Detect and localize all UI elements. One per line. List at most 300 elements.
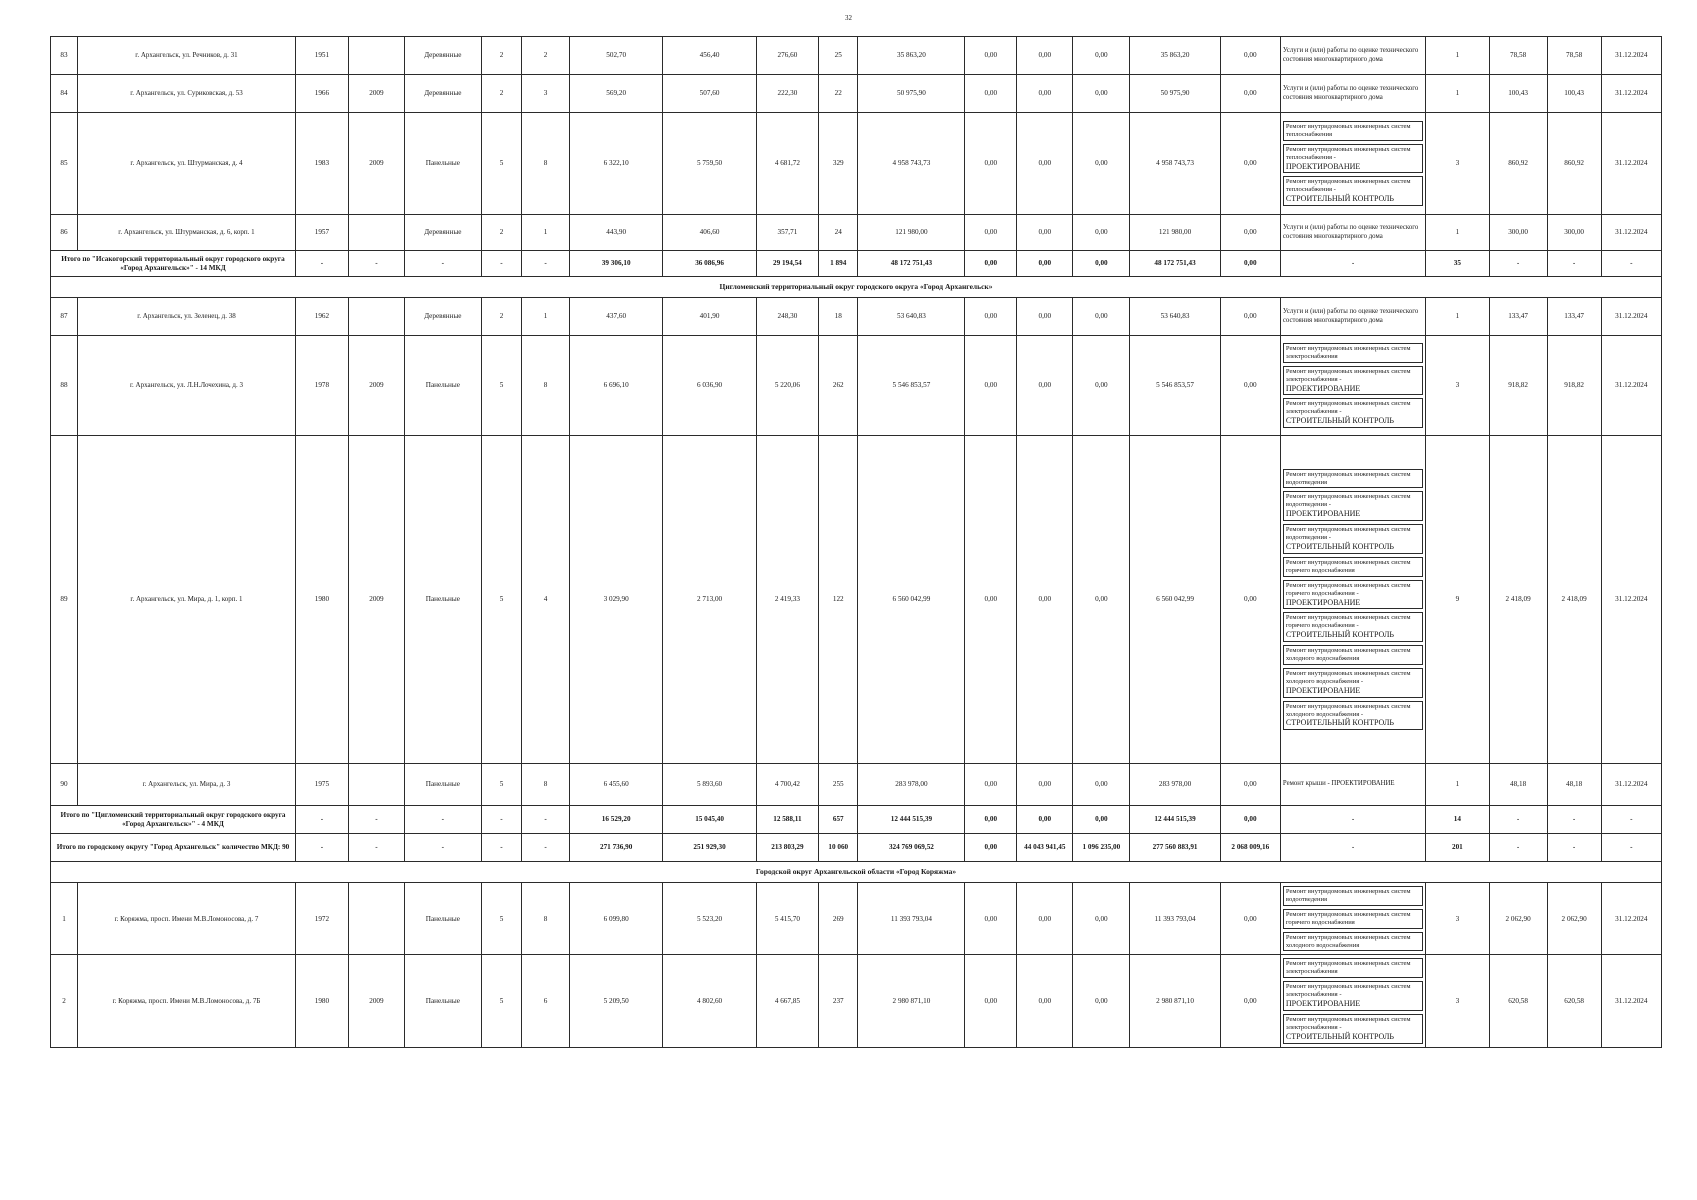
area-residential-cell: 5 220,06 bbox=[756, 336, 818, 436]
area-total-cell: 6 455,60 bbox=[569, 764, 662, 806]
unit-cost-cell: 300,00 bbox=[1489, 215, 1547, 251]
local-budget-cell: 0,00 bbox=[1073, 436, 1130, 764]
works-cell bbox=[1280, 883, 1425, 955]
address-cell: г. Архангельск, ул. Штурманская, д. 4 bbox=[77, 113, 295, 215]
works-cell bbox=[1280, 215, 1425, 251]
works-count-cell: 1 bbox=[1426, 75, 1489, 113]
other-funds-cell: 0,00 bbox=[1220, 436, 1280, 764]
area-residential-cell: 357,71 bbox=[756, 215, 818, 251]
total-cost-total-cell: 324 769 069,52 bbox=[858, 834, 965, 862]
cost-total-cell: 283 978,00 bbox=[858, 764, 965, 806]
total-residents-cell: 1 894 bbox=[819, 251, 858, 277]
total-f-owners-cell: 12 444 515,39 bbox=[1130, 806, 1220, 834]
other-funds-cell: 0,00 bbox=[1220, 336, 1280, 436]
year-built-cell: 1983 bbox=[295, 113, 348, 215]
owners-funds-cell: 121 980,00 bbox=[1130, 215, 1220, 251]
local-budget-cell: 0,00 bbox=[1073, 764, 1130, 806]
fund-cell: 0,00 bbox=[965, 75, 1017, 113]
local-budget-cell: 0,00 bbox=[1073, 955, 1130, 1047]
floors-cell: 2 bbox=[481, 75, 521, 113]
work-item: Ремонт внутридомовых инженерных систем электроснабжения - ПРОЕКТИРОВАНИЕ bbox=[1283, 366, 1423, 396]
table-row bbox=[51, 764, 1662, 806]
local-budget-cell: 0,00 bbox=[1073, 113, 1130, 215]
table-row bbox=[51, 37, 1662, 75]
area-total-cell: 443,90 bbox=[569, 215, 662, 251]
unit-cost-cell: 620,58 bbox=[1489, 955, 1547, 1047]
work-item: Ремонт внутридомовых инженерных систем теплоснабжения bbox=[1283, 121, 1423, 141]
total-f-fund-cell: 0,00 bbox=[965, 834, 1017, 862]
year-cap-cell: 2009 bbox=[348, 75, 404, 113]
region-budget-cell: 0,00 bbox=[1017, 955, 1073, 1047]
work-item: Услуги и (или) работы по оценке технического состояния многоквартирного дома bbox=[1282, 47, 1419, 63]
dash-cell: - bbox=[1547, 806, 1601, 834]
max-cost-cell: 620,58 bbox=[1547, 955, 1601, 1047]
residents-cell: 25 bbox=[819, 37, 858, 75]
dash-cell: - bbox=[1489, 251, 1547, 277]
deadline-cell: 31.12.2024 bbox=[1601, 436, 1661, 764]
address-cell: г. Архангельск, ул. Речников, д. 31 bbox=[77, 37, 295, 75]
work-item: Ремонт внутридомовых инженерных систем горячего водоснабжения - СТРОИТЕЛЬНЫЙ КОНТРОЛЬ bbox=[1283, 612, 1423, 642]
cost-total-cell: 6 560 042,99 bbox=[858, 436, 965, 764]
area-premises-cell: 5 759,50 bbox=[663, 113, 756, 215]
year-cap-cell: 2009 bbox=[348, 955, 404, 1047]
area-total-cell: 6 099,80 bbox=[569, 883, 662, 955]
floors-cell: 2 bbox=[481, 298, 521, 336]
floors-cell: 5 bbox=[481, 764, 521, 806]
total-row bbox=[51, 251, 1662, 277]
total-area-resid-cell: 29 194,54 bbox=[756, 251, 818, 277]
work-item: Ремонт внутридомовых инженерных систем водоотведения bbox=[1283, 886, 1423, 906]
residents-cell: 237 bbox=[819, 955, 858, 1047]
row-number-cell: 89 bbox=[51, 436, 78, 764]
area-total-cell: 6 322,10 bbox=[569, 113, 662, 215]
dash-cell: - bbox=[1280, 806, 1425, 834]
table-row bbox=[51, 883, 1662, 955]
fund-cell: 0,00 bbox=[965, 336, 1017, 436]
row-number-cell: 83 bbox=[51, 37, 78, 75]
year-cap-cell: 2009 bbox=[348, 336, 404, 436]
fund-cell: 0,00 bbox=[965, 298, 1017, 336]
total-label: Итого по "Исакогорский территориальный округ городского округа «Город Архангельск»" - 14 МКД bbox=[51, 251, 296, 277]
dash-cell: - bbox=[295, 251, 348, 277]
table-row bbox=[51, 955, 1662, 1047]
total-area-res-cell: 15 045,40 bbox=[663, 806, 756, 834]
year-built-cell: 1966 bbox=[295, 75, 348, 113]
floors-cell: 5 bbox=[481, 883, 521, 955]
residents-cell: 262 bbox=[819, 336, 858, 436]
unit-cost-cell: 860,92 bbox=[1489, 113, 1547, 215]
owners-funds-cell: 6 560 042,99 bbox=[1130, 436, 1220, 764]
residents-cell: 329 bbox=[819, 113, 858, 215]
cost-total-cell: 11 393 793,04 bbox=[858, 883, 965, 955]
deadline-cell: 31.12.2024 bbox=[1601, 215, 1661, 251]
row-number-cell: 88 bbox=[51, 336, 78, 436]
deadline-cell: 31.12.2024 bbox=[1601, 955, 1661, 1047]
fund-cell: 0,00 bbox=[965, 215, 1017, 251]
region-budget-cell: 0,00 bbox=[1017, 215, 1073, 251]
year-cap-cell: 2009 bbox=[348, 113, 404, 215]
entrances-cell: 2 bbox=[522, 37, 570, 75]
total-f-region-cell: 0,00 bbox=[1017, 806, 1073, 834]
works-count-cell: 1 bbox=[1426, 215, 1489, 251]
total-f-fund-cell: 0,00 bbox=[965, 806, 1017, 834]
max-cost-cell: 300,00 bbox=[1547, 215, 1601, 251]
fund-cell: 0,00 bbox=[965, 955, 1017, 1047]
row-number-cell: 2 bbox=[51, 955, 78, 1047]
deadline-cell: 31.12.2024 bbox=[1601, 75, 1661, 113]
total-area-resid-cell: 12 588,11 bbox=[756, 806, 818, 834]
area-residential-cell: 2 419,33 bbox=[756, 436, 818, 764]
wall-material-cell: Деревянные bbox=[404, 215, 481, 251]
section-title: Цигломенский территориальный округ городского округа «Город Архангельск» bbox=[51, 277, 1662, 298]
local-budget-cell: 0,00 bbox=[1073, 883, 1130, 955]
section-header-row bbox=[51, 862, 1662, 883]
total-area-total-cell: 39 306,10 bbox=[569, 251, 662, 277]
wall-material-cell: Деревянные bbox=[404, 75, 481, 113]
table-row bbox=[51, 113, 1662, 215]
area-residential-cell: 248,30 bbox=[756, 298, 818, 336]
residents-cell: 255 bbox=[819, 764, 858, 806]
works-count-cell: 3 bbox=[1426, 955, 1489, 1047]
local-budget-cell: 0,00 bbox=[1073, 298, 1130, 336]
owners-funds-cell: 53 640,83 bbox=[1130, 298, 1220, 336]
row-number-cell: 84 bbox=[51, 75, 78, 113]
unit-cost-cell: 2 062,90 bbox=[1489, 883, 1547, 955]
year-built-cell: 1980 bbox=[295, 955, 348, 1047]
dash-cell: - bbox=[1489, 834, 1547, 862]
max-cost-cell: 860,92 bbox=[1547, 113, 1601, 215]
total-f-local-cell: 0,00 bbox=[1073, 251, 1130, 277]
total-f-region-cell: 0,00 bbox=[1017, 251, 1073, 277]
year-cap-cell bbox=[348, 37, 404, 75]
cost-total-cell: 121 980,00 bbox=[858, 215, 965, 251]
area-residential-cell: 276,60 bbox=[756, 37, 818, 75]
works-cell bbox=[1280, 436, 1425, 764]
entrances-cell: 6 bbox=[522, 955, 570, 1047]
cost-total-cell: 35 863,20 bbox=[858, 37, 965, 75]
unit-cost-cell: 133,47 bbox=[1489, 298, 1547, 336]
works-cell bbox=[1280, 113, 1425, 215]
deadline-cell: 31.12.2024 bbox=[1601, 37, 1661, 75]
row-number-cell: 90 bbox=[51, 764, 78, 806]
area-residential-cell: 4 667,85 bbox=[756, 955, 818, 1047]
area-premises-cell: 406,60 bbox=[663, 215, 756, 251]
fund-cell: 0,00 bbox=[965, 113, 1017, 215]
year-cap-cell bbox=[348, 764, 404, 806]
work-item: Услуги и (или) работы по оценке технического состояния многоквартирного дома bbox=[1282, 85, 1419, 101]
total-f-owners-cell: 48 172 751,43 bbox=[1130, 251, 1220, 277]
other-funds-cell: 0,00 bbox=[1220, 75, 1280, 113]
unit-cost-cell: 48,18 bbox=[1489, 764, 1547, 806]
unit-cost-cell: 78,58 bbox=[1489, 37, 1547, 75]
area-premises-cell: 2 713,00 bbox=[663, 436, 756, 764]
works-count-cell: 3 bbox=[1426, 113, 1489, 215]
entrances-cell: 8 bbox=[522, 336, 570, 436]
total-row bbox=[51, 834, 1662, 862]
address-cell: г. Коряжма, просп. Имени М.В.Ломоносова, д. 7 bbox=[77, 883, 295, 955]
area-residential-cell: 4 681,72 bbox=[756, 113, 818, 215]
dash-cell: - bbox=[1601, 251, 1661, 277]
deadline-cell: 31.12.2024 bbox=[1601, 298, 1661, 336]
year-built-cell: 1957 bbox=[295, 215, 348, 251]
area-premises-cell: 5 523,20 bbox=[663, 883, 756, 955]
work-item: Ремонт внутридомовых инженерных систем горячего водоснабжения bbox=[1283, 557, 1423, 577]
works-cell bbox=[1280, 764, 1425, 806]
dash-cell: - bbox=[522, 834, 570, 862]
total-f-fund-cell: 0,00 bbox=[965, 251, 1017, 277]
work-item: Ремонт крыши - ПРОЕКТИРОВАНИЕ bbox=[1282, 780, 1395, 788]
works-count-cell: 3 bbox=[1426, 336, 1489, 436]
total-f-owners-cell: 277 560 883,91 bbox=[1130, 834, 1220, 862]
entrances-cell: 1 bbox=[522, 215, 570, 251]
table-row bbox=[51, 436, 1662, 764]
area-residential-cell: 222,30 bbox=[756, 75, 818, 113]
dash-cell: - bbox=[1489, 806, 1547, 834]
max-cost-cell: 100,43 bbox=[1547, 75, 1601, 113]
total-residents-cell: 10 060 bbox=[819, 834, 858, 862]
cost-total-cell: 50 975,90 bbox=[858, 75, 965, 113]
owners-funds-cell: 5 546 853,57 bbox=[1130, 336, 1220, 436]
region-budget-cell: 0,00 bbox=[1017, 298, 1073, 336]
capital-repair-table bbox=[50, 36, 1662, 1048]
floors-cell: 2 bbox=[481, 215, 521, 251]
dash-cell: - bbox=[1547, 251, 1601, 277]
floors-cell: 5 bbox=[481, 113, 521, 215]
works-count-cell: 9 bbox=[1426, 436, 1489, 764]
owners-funds-cell: 50 975,90 bbox=[1130, 75, 1220, 113]
max-cost-cell: 133,47 bbox=[1547, 298, 1601, 336]
area-premises-cell: 5 893,60 bbox=[663, 764, 756, 806]
area-premises-cell: 456,40 bbox=[663, 37, 756, 75]
deadline-cell: 31.12.2024 bbox=[1601, 336, 1661, 436]
dash-cell: - bbox=[404, 834, 481, 862]
work-item: Услуги и (или) работы по оценке технического состояния многоквартирного дома bbox=[1282, 224, 1419, 240]
row-number-cell: 1 bbox=[51, 883, 78, 955]
year-built-cell: 1975 bbox=[295, 764, 348, 806]
area-total-cell: 502,70 bbox=[569, 37, 662, 75]
dash-cell: - bbox=[522, 251, 570, 277]
works-count-cell: 1 bbox=[1426, 298, 1489, 336]
deadline-cell: 31.12.2024 bbox=[1601, 883, 1661, 955]
work-item: Ремонт внутридомовых инженерных систем горячего водоснабжения bbox=[1283, 909, 1423, 929]
dash-cell: - bbox=[1601, 806, 1661, 834]
work-item: Ремонт внутридомовых инженерных систем электроснабжения - СТРОИТЕЛЬНЫЙ КОНТРОЛЬ bbox=[1283, 1014, 1423, 1044]
work-item: Ремонт внутридомовых инженерных систем холодного водоснабжения bbox=[1283, 932, 1423, 952]
work-item: Ремонт внутридомовых инженерных систем горячего водоснабжения - ПРОЕКТИРОВАНИЕ bbox=[1283, 580, 1423, 610]
total-area-resid-cell: 213 803,29 bbox=[756, 834, 818, 862]
dash-cell: - bbox=[1601, 834, 1661, 862]
work-item: Ремонт внутридомовых инженерных систем водоотведения - СТРОИТЕЛЬНЫЙ КОНТРОЛЬ bbox=[1283, 524, 1423, 554]
other-funds-cell: 0,00 bbox=[1220, 215, 1280, 251]
other-funds-cell: 0,00 bbox=[1220, 764, 1280, 806]
total-f-other-cell: 0,00 bbox=[1220, 251, 1280, 277]
area-residential-cell: 5 415,70 bbox=[756, 883, 818, 955]
entrances-cell: 8 bbox=[522, 883, 570, 955]
total-residents-cell: 657 bbox=[819, 806, 858, 834]
dash-cell: - bbox=[481, 251, 521, 277]
works-cell bbox=[1280, 37, 1425, 75]
cost-total-cell: 4 958 743,73 bbox=[858, 113, 965, 215]
total-area-res-cell: 251 929,30 bbox=[663, 834, 756, 862]
work-item: Ремонт внутридомовых инженерных систем теплоснабжения - СТРОИТЕЛЬНЫЙ КОНТРОЛЬ bbox=[1283, 176, 1423, 206]
dash-cell: - bbox=[295, 834, 348, 862]
deadline-cell: 31.12.2024 bbox=[1601, 764, 1661, 806]
year-built-cell: 1951 bbox=[295, 37, 348, 75]
work-item: Ремонт внутридомовых инженерных систем холодного водоснабжения bbox=[1283, 645, 1423, 665]
table-row bbox=[51, 75, 1662, 113]
entrances-cell: 8 bbox=[522, 113, 570, 215]
floors-cell: 5 bbox=[481, 336, 521, 436]
work-item: Ремонт внутридомовых инженерных систем теплоснабжения - ПРОЕКТИРОВАНИЕ bbox=[1283, 144, 1423, 174]
total-cost-total-cell: 48 172 751,43 bbox=[858, 251, 965, 277]
dash-cell: - bbox=[348, 806, 404, 834]
work-item: Ремонт внутридомовых инженерных систем холодного водоснабжения - СТРОИТЕЛЬНЫЙ КОНТРОЛЬ bbox=[1283, 701, 1423, 731]
row-number-cell: 87 bbox=[51, 298, 78, 336]
max-cost-cell: 48,18 bbox=[1547, 764, 1601, 806]
address-cell: г. Архангельск, ул. Суриковская, д. 53 bbox=[77, 75, 295, 113]
dash-cell: - bbox=[295, 806, 348, 834]
local-budget-cell: 0,00 bbox=[1073, 215, 1130, 251]
local-budget-cell: 0,00 bbox=[1073, 75, 1130, 113]
year-built-cell: 1972 bbox=[295, 883, 348, 955]
work-item: Ремонт внутридомовых инженерных систем водоотведения bbox=[1283, 469, 1423, 489]
entrances-cell: 3 bbox=[522, 75, 570, 113]
dash-cell: - bbox=[481, 806, 521, 834]
owners-funds-cell: 11 393 793,04 bbox=[1130, 883, 1220, 955]
works-count-cell: 1 bbox=[1426, 764, 1489, 806]
entrances-cell: 1 bbox=[522, 298, 570, 336]
fund-cell: 0,00 bbox=[965, 37, 1017, 75]
works-cell bbox=[1280, 75, 1425, 113]
total-area-total-cell: 271 736,90 bbox=[569, 834, 662, 862]
unit-cost-cell: 100,43 bbox=[1489, 75, 1547, 113]
owners-funds-cell: 2 980 871,10 bbox=[1130, 955, 1220, 1047]
max-cost-cell: 2 418,09 bbox=[1547, 436, 1601, 764]
residents-cell: 24 bbox=[819, 215, 858, 251]
wall-material-cell: Панельные bbox=[404, 113, 481, 215]
page-number: 32 bbox=[845, 14, 852, 22]
floors-cell: 2 bbox=[481, 37, 521, 75]
year-cap-cell bbox=[348, 215, 404, 251]
area-premises-cell: 507,60 bbox=[663, 75, 756, 113]
wall-material-cell: Панельные bbox=[404, 336, 481, 436]
dash-cell: - bbox=[522, 806, 570, 834]
fund-cell: 0,00 bbox=[965, 764, 1017, 806]
cost-total-cell: 2 980 871,10 bbox=[858, 955, 965, 1047]
area-total-cell: 569,20 bbox=[569, 75, 662, 113]
floors-cell: 5 bbox=[481, 436, 521, 764]
total-f-local-cell: 0,00 bbox=[1073, 806, 1130, 834]
row-number-cell: 86 bbox=[51, 215, 78, 251]
works-cell bbox=[1280, 955, 1425, 1047]
total-label: Итого по "Цигломенский территориальный округ городского округа «Город Архангельск»" - 4 МКД bbox=[51, 806, 296, 834]
residents-cell: 18 bbox=[819, 298, 858, 336]
work-item: Ремонт внутридомовых инженерных систем электроснабжения - СТРОИТЕЛЬНЫЙ КОНТРОЛЬ bbox=[1283, 398, 1423, 428]
table-row bbox=[51, 298, 1662, 336]
address-cell: г. Архангельск, ул. Мира, д. 1, корп. 1 bbox=[77, 436, 295, 764]
section-title: Городской округ Архангельской области «Город Коряжма» bbox=[51, 862, 1662, 883]
work-item: Ремонт внутридомовых инженерных систем электроснабжения bbox=[1283, 958, 1423, 978]
dash-cell: - bbox=[348, 834, 404, 862]
works-cell bbox=[1280, 336, 1425, 436]
year-built-cell: 1978 bbox=[295, 336, 348, 436]
region-budget-cell: 0,00 bbox=[1017, 37, 1073, 75]
year-cap-cell: 2009 bbox=[348, 436, 404, 764]
dash-cell: - bbox=[404, 251, 481, 277]
total-f-local-cell: 1 096 235,00 bbox=[1073, 834, 1130, 862]
work-item: Ремонт внутридомовых инженерных систем водоотведения - ПРОЕКТИРОВАНИЕ bbox=[1283, 491, 1423, 521]
total-f-region-cell: 44 043 941,45 bbox=[1017, 834, 1073, 862]
other-funds-cell: 0,00 bbox=[1220, 955, 1280, 1047]
owners-funds-cell: 35 863,20 bbox=[1130, 37, 1220, 75]
max-cost-cell: 78,58 bbox=[1547, 37, 1601, 75]
year-cap-cell bbox=[348, 883, 404, 955]
fund-cell: 0,00 bbox=[965, 883, 1017, 955]
wall-material-cell: Панельные bbox=[404, 764, 481, 806]
entrances-cell: 8 bbox=[522, 764, 570, 806]
region-budget-cell: 0,00 bbox=[1017, 764, 1073, 806]
local-budget-cell: 0,00 bbox=[1073, 336, 1130, 436]
total-count-cell: 201 bbox=[1426, 834, 1489, 862]
other-funds-cell: 0,00 bbox=[1220, 298, 1280, 336]
region-budget-cell: 0,00 bbox=[1017, 883, 1073, 955]
total-row bbox=[51, 806, 1662, 834]
address-cell: г. Архангельск, ул. Штурманская, д. 6, корп. 1 bbox=[77, 215, 295, 251]
cost-total-cell: 5 546 853,57 bbox=[858, 336, 965, 436]
dash-cell: - bbox=[1280, 251, 1425, 277]
region-budget-cell: 0,00 bbox=[1017, 336, 1073, 436]
year-built-cell: 1962 bbox=[295, 298, 348, 336]
year-built-cell: 1980 bbox=[295, 436, 348, 764]
row-number-cell: 85 bbox=[51, 113, 78, 215]
work-item: Услуги и (или) работы по оценке технического состояния многоквартирного дома bbox=[1282, 308, 1419, 324]
wall-material-cell: Панельные bbox=[404, 955, 481, 1047]
total-label: Итого по городскому округу "Город Архангельск" количество МКД: 90 bbox=[51, 834, 296, 862]
fund-cell: 0,00 bbox=[965, 436, 1017, 764]
area-total-cell: 6 696,10 bbox=[569, 336, 662, 436]
unit-cost-cell: 2 418,09 bbox=[1489, 436, 1547, 764]
address-cell: г. Коряжма, просп. Имени М.В.Ломоносова, д. 7Б bbox=[77, 955, 295, 1047]
unit-cost-cell: 918,82 bbox=[1489, 336, 1547, 436]
total-f-other-cell: 2 068 009,16 bbox=[1220, 834, 1280, 862]
owners-funds-cell: 4 958 743,73 bbox=[1130, 113, 1220, 215]
local-budget-cell: 0,00 bbox=[1073, 37, 1130, 75]
dash-cell: - bbox=[481, 834, 521, 862]
area-premises-cell: 6 036,90 bbox=[663, 336, 756, 436]
region-budget-cell: 0,00 bbox=[1017, 436, 1073, 764]
other-funds-cell: 0,00 bbox=[1220, 883, 1280, 955]
year-cap-cell bbox=[348, 298, 404, 336]
dash-cell: - bbox=[348, 251, 404, 277]
other-funds-cell: 0,00 bbox=[1220, 113, 1280, 215]
area-total-cell: 3 029,90 bbox=[569, 436, 662, 764]
cost-total-cell: 53 640,83 bbox=[858, 298, 965, 336]
wall-material-cell: Деревянные bbox=[404, 37, 481, 75]
table-row bbox=[51, 215, 1662, 251]
works-count-cell: 3 bbox=[1426, 883, 1489, 955]
residents-cell: 22 bbox=[819, 75, 858, 113]
total-count-cell: 35 bbox=[1426, 251, 1489, 277]
region-budget-cell: 0,00 bbox=[1017, 113, 1073, 215]
total-f-other-cell: 0,00 bbox=[1220, 806, 1280, 834]
dash-cell: - bbox=[404, 806, 481, 834]
work-item: Ремонт внутридомовых инженерных систем электроснабжения - ПРОЕКТИРОВАНИЕ bbox=[1283, 981, 1423, 1011]
dash-cell: - bbox=[1547, 834, 1601, 862]
max-cost-cell: 918,82 bbox=[1547, 336, 1601, 436]
residents-cell: 122 bbox=[819, 436, 858, 764]
wall-material-cell: Панельные bbox=[404, 883, 481, 955]
address-cell: г. Архангельск, ул. Л.Н.Лочехина, д. 3 bbox=[77, 336, 295, 436]
